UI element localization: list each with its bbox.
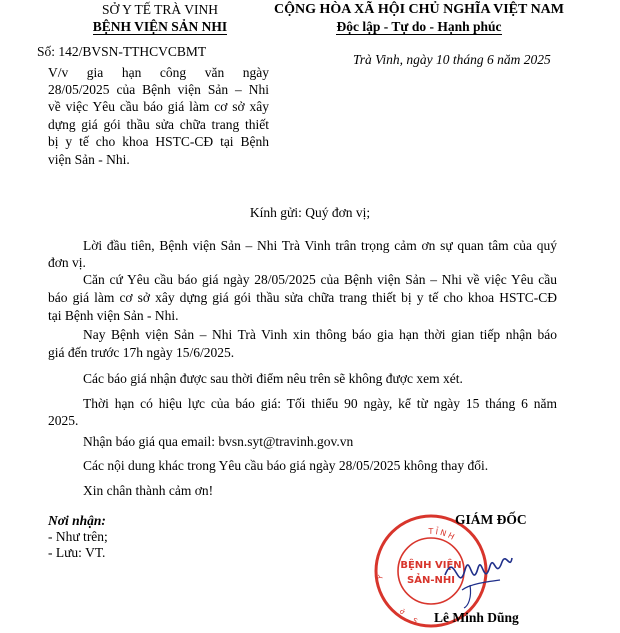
body-line: giá đến trước 17h ngày 15/6/2025. (48, 345, 235, 360)
svg-text:S: S (411, 616, 419, 626)
recipients-title: Nơi nhận: (48, 513, 106, 528)
body-line: báo giá làm cơ sở xây dựng giá gói thầu sửa chữa trang thiết bị y tế cho khoa HSTC-CĐ (48, 290, 557, 305)
paragraph-4: Các báo giá nhận được sau thời điểm nêu trên sẽ không được xem xét. (83, 371, 463, 386)
svg-text:Y: Y (376, 574, 386, 581)
signer-title: GIÁM ĐỐC (455, 512, 527, 527)
subject-line: 28/05/2025 của Bệnh viện Sản – Nhi (48, 82, 269, 97)
signature (440, 540, 520, 610)
subject-line: về việc Yêu cầu báo giá làm cơ sở xây (48, 99, 269, 114)
hospital-name (60, 19, 260, 35)
signer-name: Lê Minh Dũng (434, 610, 519, 625)
country-name: CỘNG HÒA XÃ HỘI CHỦ NGHĨA VIỆT NAM (273, 2, 564, 17)
seal-line-2: SẢN-NHI (407, 575, 455, 586)
doc-number: Số: 142/BVSN-TTHCVCBMT (37, 44, 207, 59)
seal-arc-text: TỈNH (428, 526, 458, 543)
recipient-item: - Lưu: VT. (48, 545, 106, 560)
body-line: 2025. (48, 413, 79, 428)
svg-text:ở: ở (397, 607, 407, 617)
body-line: tại Bệnh viện Sản - Nhi. (48, 308, 179, 323)
motto (253, 19, 585, 35)
body-line: Thời hạn có hiệu lực của báo giá: Tối thiểu 90 ngày, kể từ ngày 15 tháng 6 năm (83, 396, 557, 411)
body-line: Lời đầu tiên, Bệnh viện Sản – Nhi Trà Vinh trân trọng cảm ơn sự quan tâm của quý (83, 238, 557, 253)
hospital-name-text: BỆNH VIỆN SẢN NHI (92, 19, 228, 34)
paragraph-7: Các nội dung khác trong Yêu cầu báo giá ngày 28/05/2025 không thay đổi. (83, 458, 489, 473)
greeting: Kính gửi: Quý đơn vị; (249, 205, 371, 220)
body-line: đơn vị. (48, 255, 86, 270)
agency-name: SỞ Y TẾ TRÀ VINH (101, 2, 218, 17)
motto-text: Độc lập - Tự do - Hạnh phúc (336, 19, 502, 34)
paragraph-8: Xin chân thành cảm ơn! (83, 483, 214, 498)
subject-line: viện Sản - Nhi. (48, 152, 130, 167)
recipient-item: - Như trên; (48, 529, 108, 544)
subject-line: bị y tế cho khoa HSTC-CĐ tại Bệnh (48, 134, 269, 149)
date-line: Trà Vinh, ngày 10 tháng 6 năm 2025 (353, 52, 551, 67)
seal-line-1: BỆNH VIỆN (400, 560, 462, 571)
paragraph-6: Nhận báo giá qua email: bvsn.syt@travinh.gov.vn (83, 434, 354, 449)
body-line: Căn cứ Yêu cầu báo giá ngày 28/05/2025 của Bệnh viện Sản – Nhi về việc Yêu cầu (83, 272, 557, 287)
subject-line: dựng giá gói thầu sửa chữa trang thiết (48, 117, 269, 132)
body-line: Nay Bệnh viện Sản – Nhi Trà Vinh xin thông báo gia hạn thời gian tiếp nhận báo (83, 327, 557, 342)
subject-line: V/v gia hạn công văn ngày (48, 65, 269, 80)
